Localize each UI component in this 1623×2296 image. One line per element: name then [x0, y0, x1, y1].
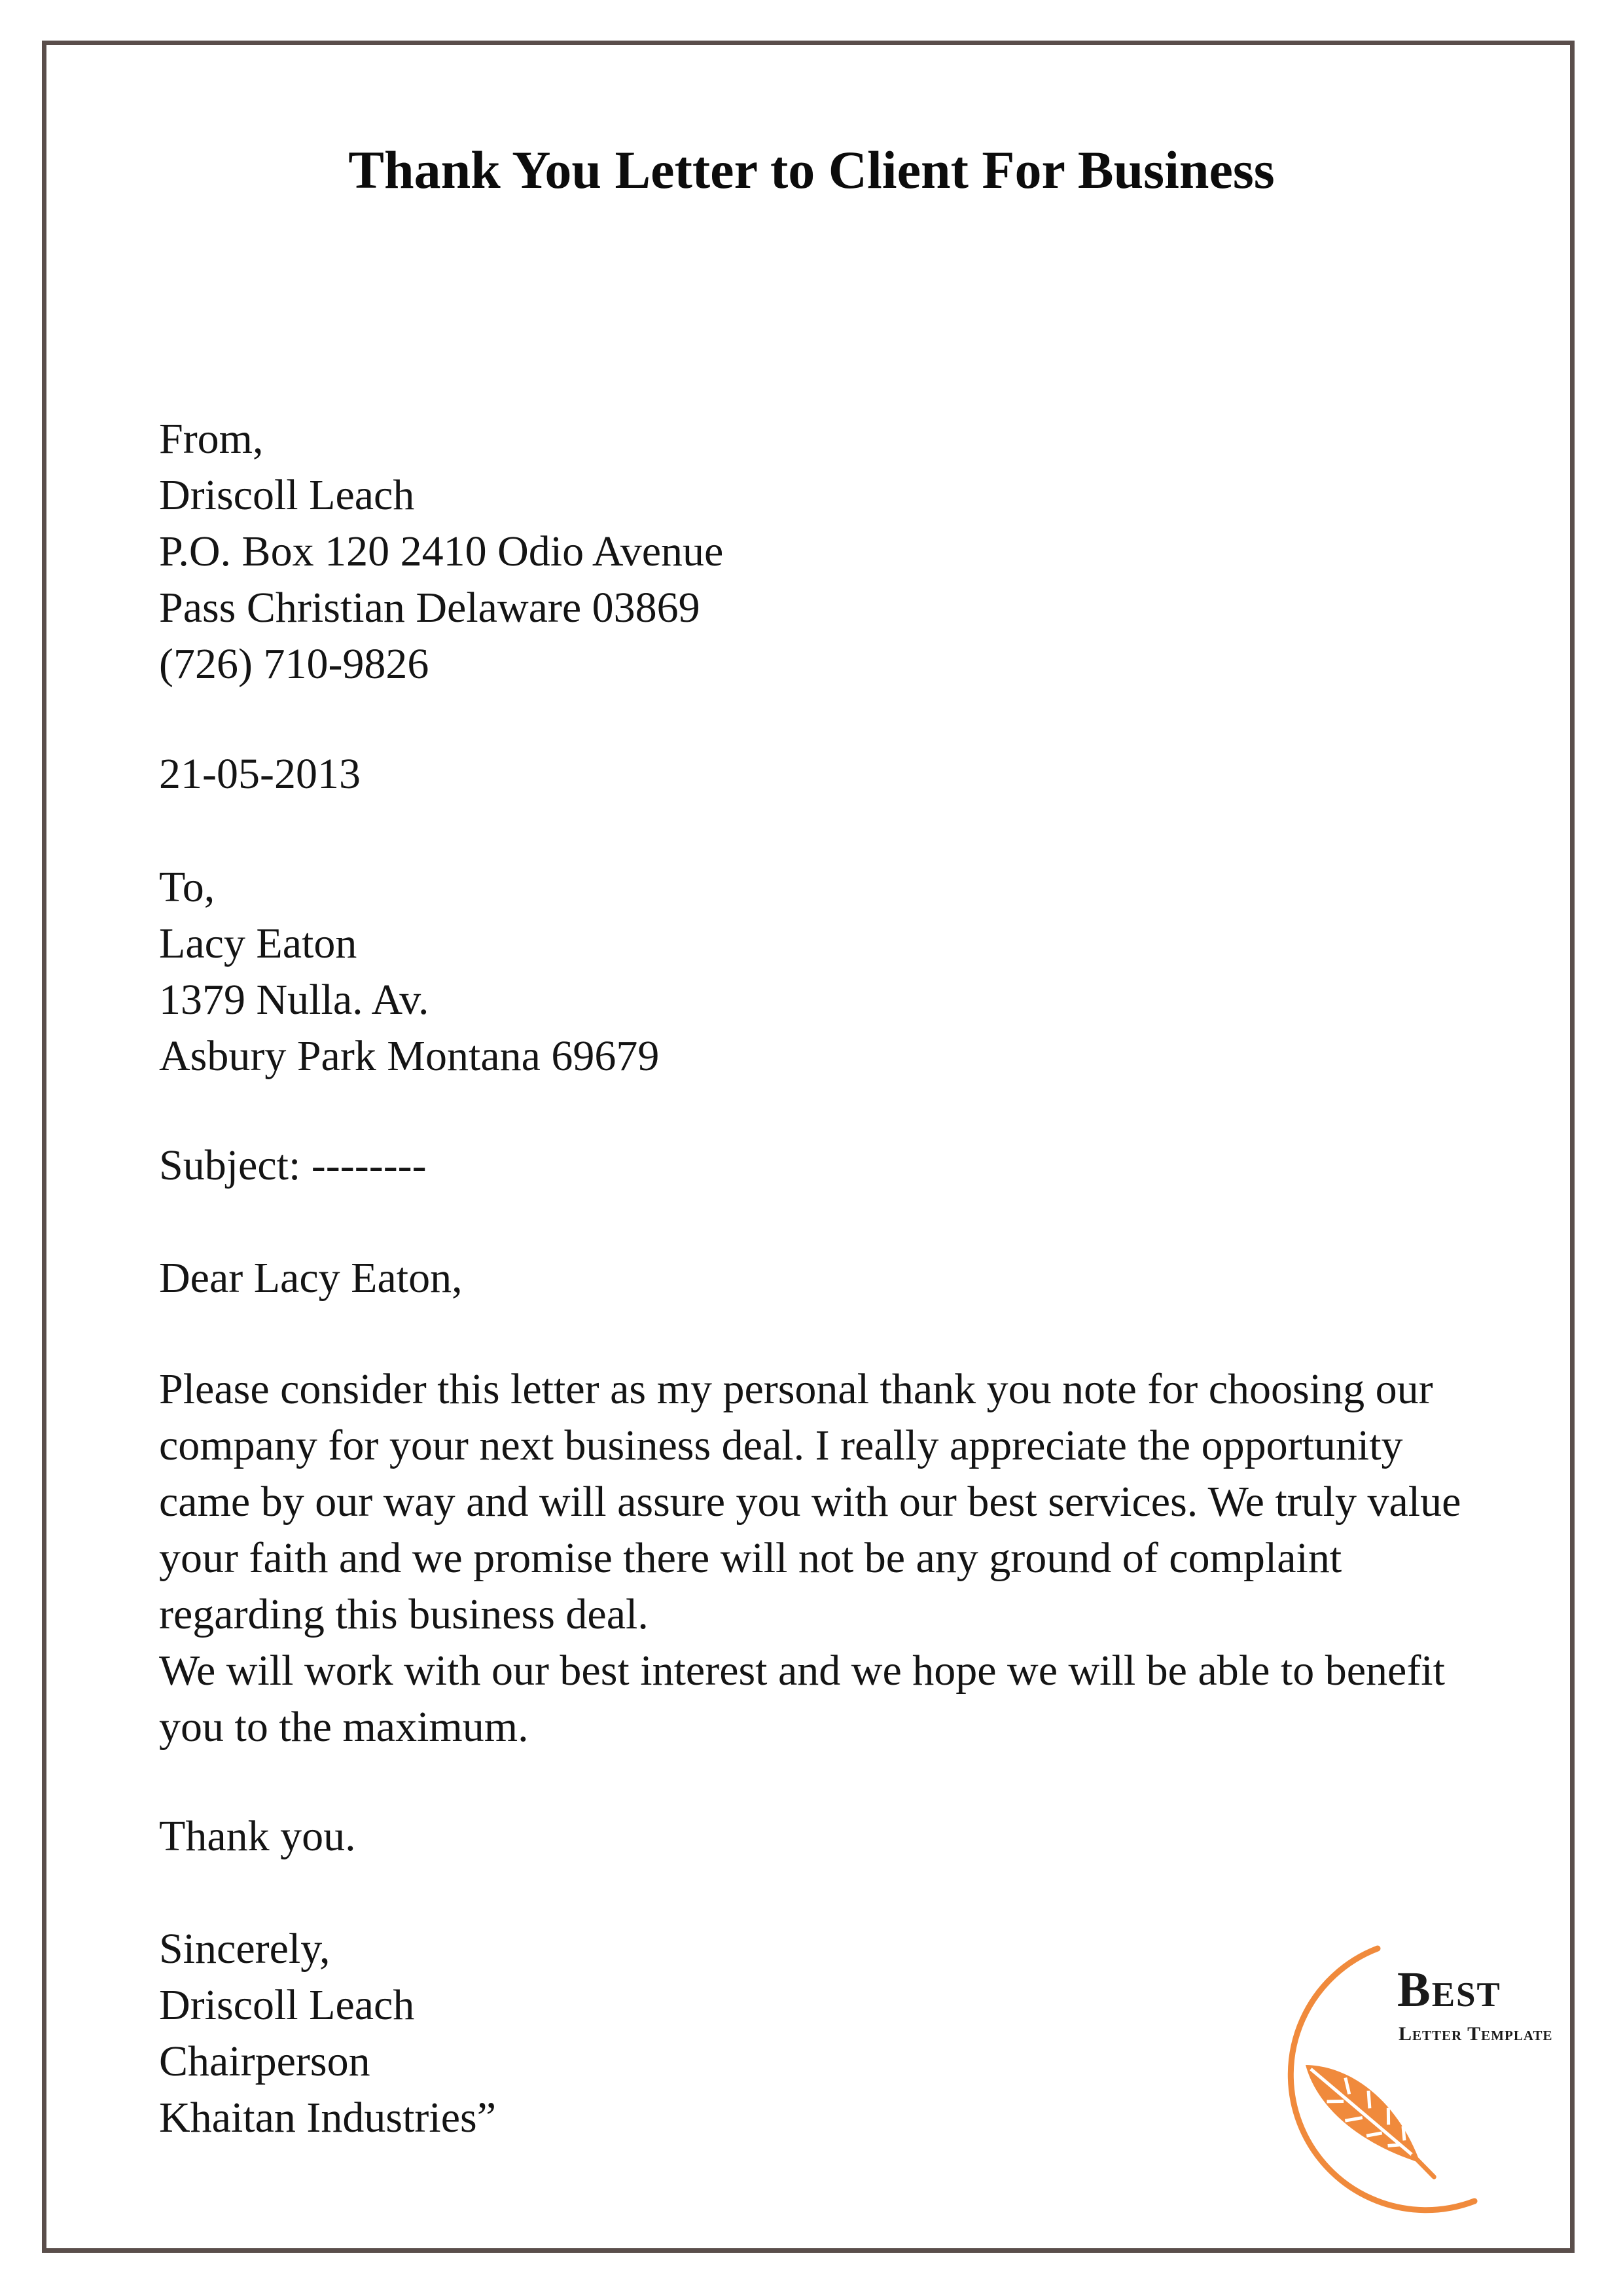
sender-block [159, 411, 1494, 692]
letter-body [159, 1361, 1474, 1755]
closing: Sincerely, [159, 1925, 330, 1973]
thanks-line: Thank you. [159, 1812, 356, 1860]
sender-name: Driscoll Leach [159, 471, 415, 519]
logo-subtitle: Letter Template [1399, 2023, 1553, 2045]
salutation: Dear Lacy Eaton, [159, 1254, 463, 1302]
feather-icon [1293, 2049, 1452, 2187]
body-paragraph-1: Please consider this letter as my personal thank you note for choosing our company for your next business deal. I really appreciate the opportunity came by our way and will assure you with our best services. We truly value your faith and we promise there will not be any ground of complaint regarding this business deal. [159, 1365, 1461, 1638]
letter-title: Thank You Letter to Client For Business [348, 140, 1275, 200]
sender-label: From, [159, 415, 264, 463]
signature-name: Driscoll Leach [159, 1981, 415, 2029]
signature-title: Chairperson [159, 2037, 370, 2085]
logo-wordmark: Best [1397, 1962, 1501, 2017]
letter-date: 21-05-2013 [159, 750, 361, 798]
sender-address-line2: Pass Christian Delaware 03869 [159, 584, 700, 632]
recipient-address-line1: 1379 Nulla. Av. [159, 976, 429, 1024]
sender-address-line1: P.O. Box 120 2410 Odio Avenue [159, 528, 724, 575]
recipient-address-line2: Asbury Park Montana 69679 [159, 1032, 660, 1080]
recipient-name: Lacy Eaton [159, 920, 357, 967]
signature-company: Khaitan Industries” [159, 2094, 497, 2142]
letter-subject: Subject: -------- [159, 1141, 427, 1189]
recipient-label: To, [159, 863, 215, 911]
recipient-block [159, 859, 1494, 1085]
sender-phone: (726) 710-9826 [159, 640, 429, 688]
body-paragraph-2: We will work with our best interest and we hope we will be able to benefit you to the maximum. [159, 1647, 1445, 1751]
